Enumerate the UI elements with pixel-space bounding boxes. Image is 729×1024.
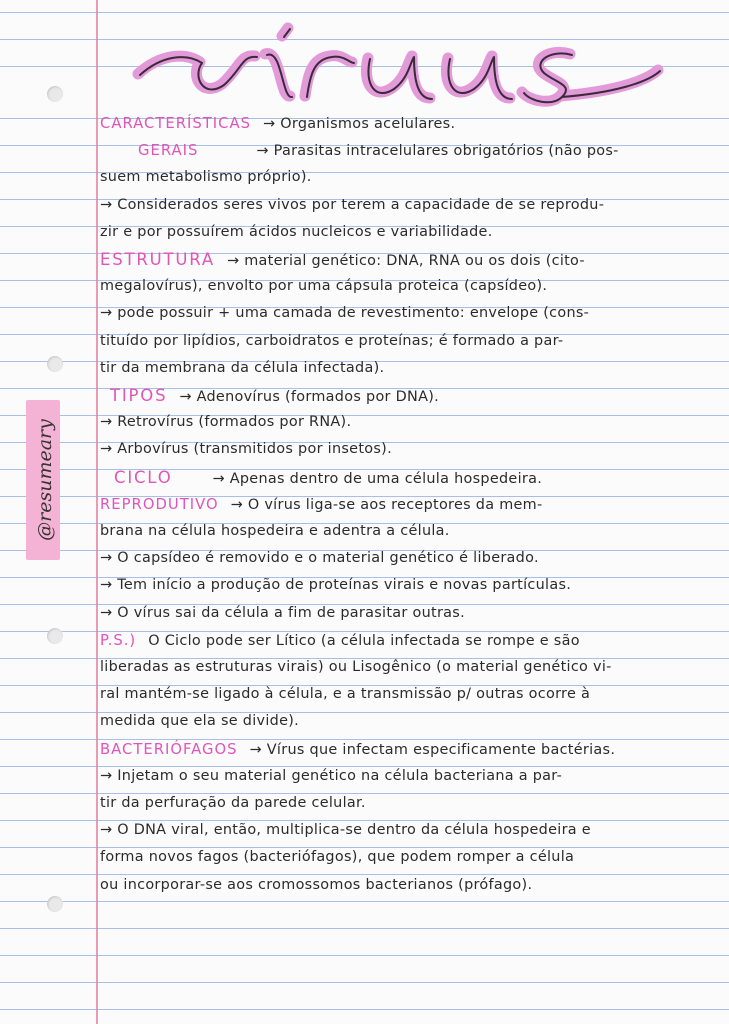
note-text: → Organismos acelulares. [263, 116, 456, 132]
note-text: zir e por possuírem ácidos nucleicos e variabilidade. [100, 223, 493, 240]
margin-line [96, 0, 98, 1024]
note-line [100, 518, 723, 545]
note-text: → O DNA viral, então, multiplica-se dentro da célula hospedeira e [100, 822, 591, 839]
note-line [100, 736, 723, 763]
author-handle: @resumeary [34, 419, 56, 541]
note-text: O Ciclo pode ser Lítico (a célula infectada se rompe e são [148, 632, 580, 649]
note-line [100, 708, 723, 735]
note-line [100, 844, 723, 871]
note-line [100, 436, 723, 463]
page-title [130, 14, 670, 114]
note-line [100, 817, 723, 844]
section-heading: GERAIS [138, 142, 199, 160]
note-text: forma novos fagos (bacteriófagos), que podem romper a célula [100, 849, 575, 866]
note-line [100, 273, 723, 300]
note-text: → material genético: DNA, RNA ou os dois (cito- [226, 253, 585, 269]
note-line [100, 409, 723, 436]
note-line [100, 654, 723, 681]
section-heading: ESTRUTURA [100, 250, 215, 269]
note-text: → Considerados seres vivos por terem a capacidade de se reprodu- [100, 196, 605, 213]
note-text: → Injetam o seu material genético na célula bacteriana a par- [100, 767, 563, 784]
note-line [100, 246, 723, 273]
note-line [100, 681, 723, 708]
note-line [100, 600, 723, 627]
note-text: → O vírus sai da célula a fim de parasitar outras. [100, 604, 465, 621]
note-text: tir da perfuração da parede celular. [100, 795, 366, 811]
binder-hole [47, 628, 63, 644]
section-heading: CICLO [114, 467, 173, 487]
note-text: tir da membrana da célula infectada). [100, 359, 385, 376]
section-heading: CARACTERÍSTICAS [100, 115, 252, 132]
binder-hole [47, 896, 63, 912]
note-text: → Adenovírus (formados por DNA). [179, 389, 440, 405]
note-line [100, 192, 723, 219]
note-line [100, 110, 723, 137]
note-text: → Vírus que infectam especificamente bactérias. [249, 741, 616, 758]
note-text: megalovírus), envolto por uma cápsula proteica (capsídeo). [100, 278, 548, 295]
note-text: → pode possuir + uma camada de revestimento: envelope (cons- [100, 305, 590, 322]
note-text: ou incorporar-se aos cromossomos bacterianos (prófago). [100, 876, 533, 893]
note-text: ral mantém-se ligado à célula, e a transmissão p/ outras ocorre à [100, 686, 591, 703]
note-line [100, 382, 723, 409]
note-text: → Retrovírus (formados por RNA). [100, 414, 352, 431]
note-text: → Arbovírus (transmitidos por insetos). [100, 441, 392, 458]
note-text: → Tem início a produção de proteínas virais e novas partículas. [100, 577, 572, 594]
note-text: tituído por lipídios, carboidratos e proteínas; é formado a par- [100, 332, 564, 349]
note-line [100, 872, 723, 899]
note-text: medida que ela se divide). [100, 713, 300, 730]
note-line [100, 219, 723, 246]
binder-hole [47, 86, 63, 102]
note-text: → Parasitas intracelulares obrigatórios (não pos- [256, 143, 619, 160]
section-heading: REPRODUTIVO [100, 495, 219, 513]
note-text: liberadas as estruturas virais) ou Lisogênico (o material genético vi- [100, 659, 612, 675]
note-line [100, 137, 723, 164]
title-text [130, 14, 670, 110]
note-line [100, 464, 723, 491]
note-line [100, 491, 723, 518]
author-tag [26, 400, 60, 560]
note-line [100, 355, 723, 382]
section-heading: BACTERIÓFAGOS [100, 740, 238, 758]
note-line [100, 572, 723, 599]
note-line [100, 164, 723, 191]
note-text: → O vírus liga-se aos receptores da mem- [230, 496, 543, 513]
note-line [100, 545, 723, 572]
note-line [100, 627, 723, 654]
note-text: brana na célula hospedeira e adentra a célula. [100, 523, 450, 539]
note-text: → Apenas dentro de uma célula hospedeira. [212, 470, 543, 487]
note-line [100, 300, 723, 327]
note-text: suem metabolismo próprio). [100, 169, 312, 186]
section-heading: TIPOS [110, 386, 168, 405]
note-line [100, 790, 723, 817]
note-line [100, 328, 723, 355]
note-text: → O capsídeo é removido e o material genético é liberado. [100, 550, 539, 567]
binder-hole [47, 356, 63, 372]
note-line [100, 763, 723, 790]
section-heading: P.S.) [100, 631, 137, 649]
